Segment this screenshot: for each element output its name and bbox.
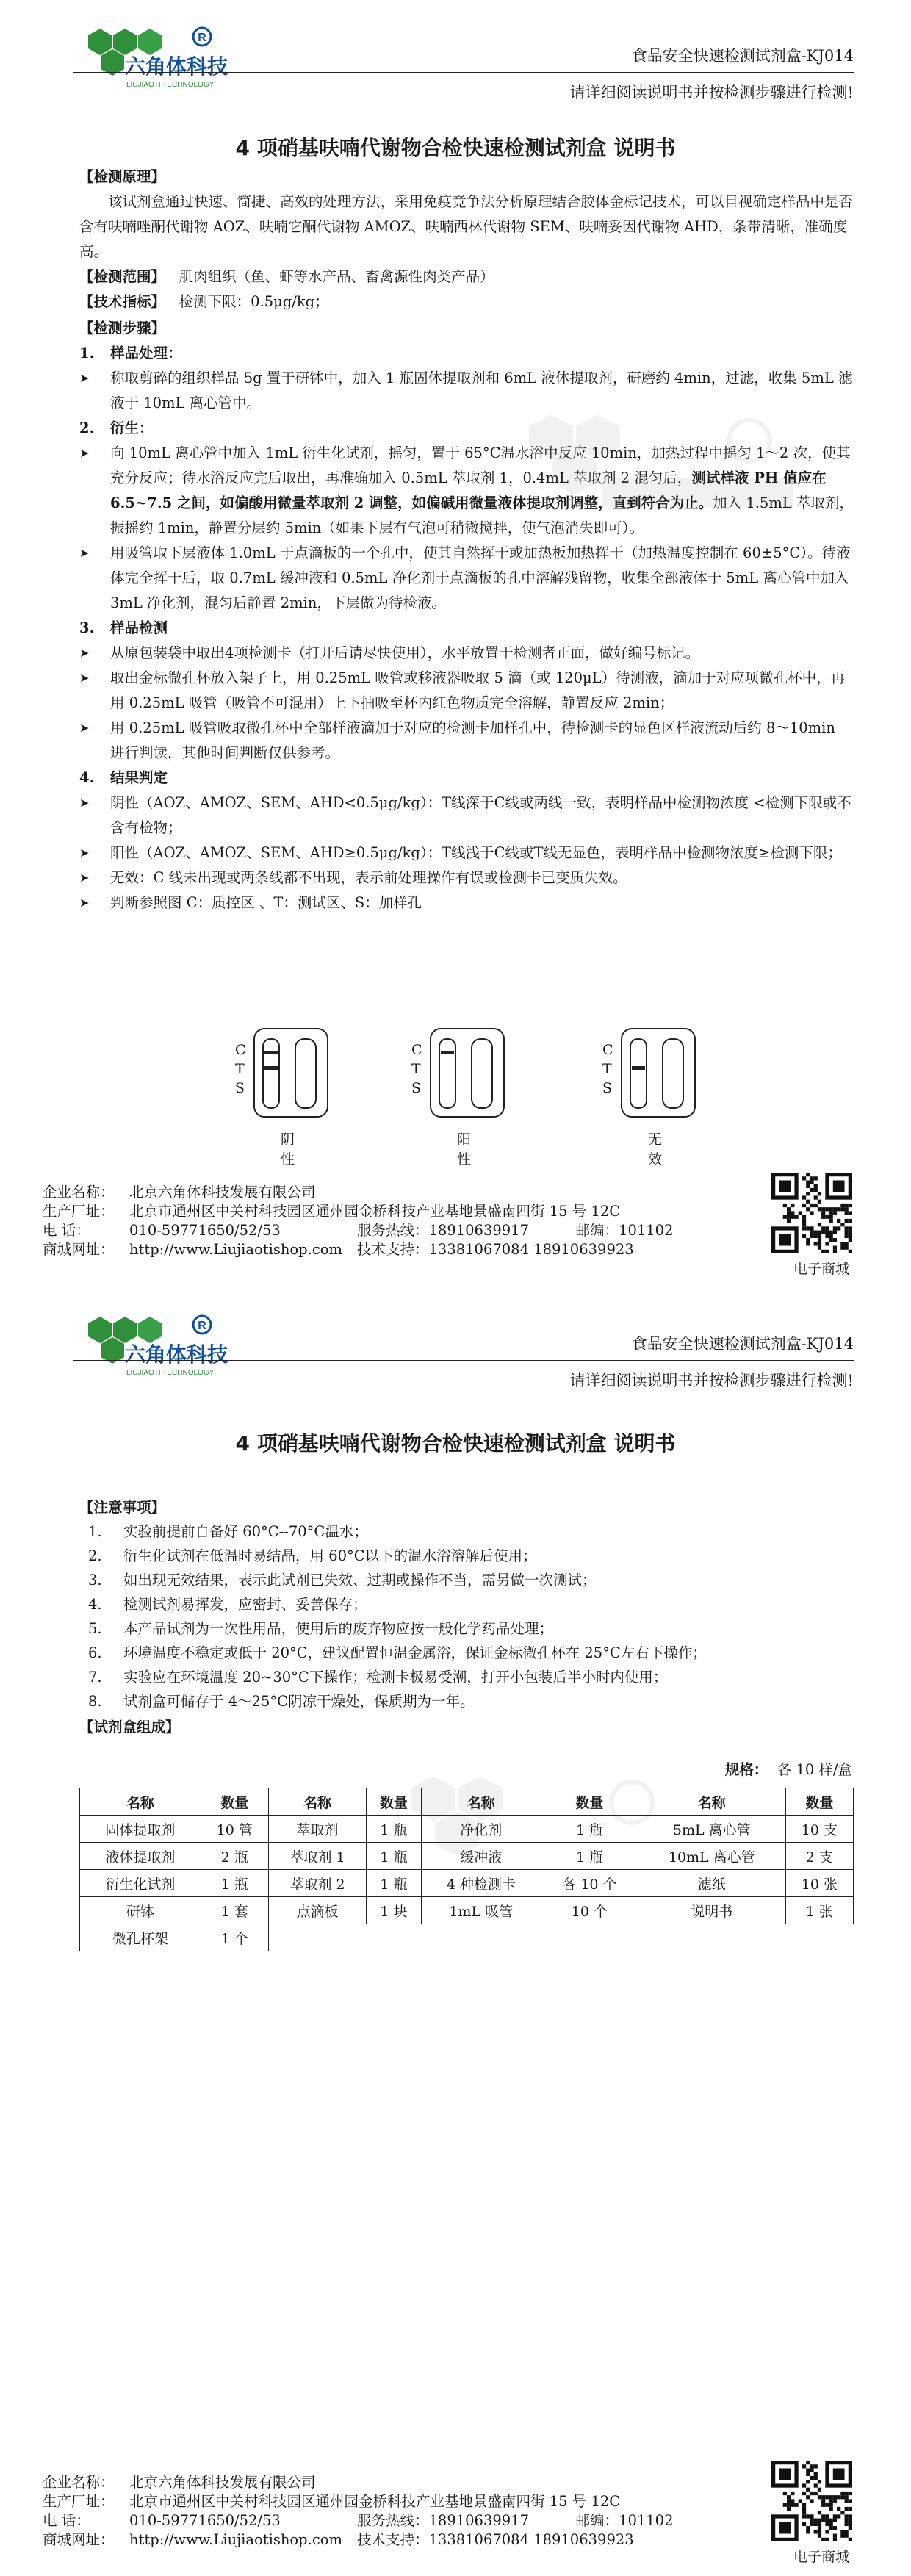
table-row: 固体提取剂 10 管 萃取剂 1 瓶 净化剂 1 瓶 5mL 离心管 10 支 — [80, 1816, 854, 1843]
postal-code: 101102 — [619, 1222, 674, 1239]
doc-code: 食品安全快速检测试剂盒-KJ014 — [631, 47, 854, 65]
doc-code: 食品安全快速检测试剂盒-KJ014 — [631, 1335, 854, 1353]
kit-composition-table — [79, 1788, 854, 1951]
arrow-bullet-icon: ➤ — [79, 871, 90, 885]
step-title: 结果判定 — [110, 769, 168, 786]
table-row: 微孔杯架 1 个 — [80, 1924, 854, 1951]
company-logo — [73, 1309, 250, 1382]
scope-line — [79, 265, 854, 289]
qr-code-icon[interactable] — [771, 1173, 852, 1253]
step-number: 3. — [79, 619, 95, 636]
list-item: ➤ 无效：C 线未出现或两条线都不出现，表示前处理操作有误或检测卡已变质失效。 — [79, 866, 854, 891]
service-hotline: 18910639917 — [428, 2512, 529, 2529]
strip-invalid-icon — [619, 1026, 699, 1121]
list-item: ➤ 用吸管取下层液体 1.0mL 于点滴板的一个孔中，使其自然挥干或加热板加热挥干（加热温度控制在 60±5°C）。待液体完全挥干后，取 0.7mL 缓冲液和 0.5mL 净化剂于点滴板的孔中溶解残留物，收集全部液体于 5mL 离心管中加入 3mL 净化剂，混匀后静置 2min，下层做为待检液。 — [79, 541, 854, 616]
invalid-label: 无效 — [648, 1132, 663, 1168]
test-zone-letter: T — [411, 1061, 421, 1077]
instruction-page-2 — [0, 1288, 911, 2576]
arrow-bullet-icon: ➤ — [79, 446, 90, 460]
list-item: ➤ 向 10mL 离心管中加入 1mL 衍生化试剂，摇匀，置于 65°C温水浴中反应 10min，加热过程中摇匀 1～2 次，使其充分反应；待水浴反应完后取出，再准确加入 0.5mL 萃取剂 1，0.4mL 萃取剂 2 混匀后，测试样液 PH 值应在 6.5~7.5 之间，如偏酸用微量萃取剂 2 调整，如偏碱用微量液体提取剂调整，直到符合为止。加入 1.5mL 萃取剂，振摇约 1min，静置分层约 5min（如果下层有气泡可稍微搅拌，使气泡消失即可）。 — [79, 441, 854, 541]
list-item: ➤ 从原包装袋中取出4项检测卡（打开后请尽快使用），水平放置于检测者正面，做好编号标记。 — [79, 641, 854, 666]
step-1-heading — [79, 341, 854, 366]
svg-text:LIUJIAOTI TECHNOLOGY: LIUJIAOTI TECHNOLOGY — [126, 81, 215, 89]
phone-number: 010-59771650/52/53 — [129, 1222, 281, 1239]
postal-code: 101102 — [619, 2512, 674, 2529]
svg-text:LIUJIAOTI TECHNOLOGY: LIUJIAOTI TECHNOLOGY — [126, 1369, 215, 1377]
table-row: 液体提取剂 2 瓶 萃取剂 1 1 瓶 缓冲液 1 瓶 10mL 离心管 2 支 — [80, 1843, 854, 1870]
shop-url[interactable]: http://www.Liujiaotishop.com — [129, 2531, 342, 2548]
list-item: ➤ 用 0.25mL 吸管吸取微孔杯中全部样液滴加于对应的检测卡加样孔中，待检测卡的显色区样液流动后约 8～10min 进行判读，其他时间判断仅供参考。 — [79, 716, 854, 766]
svg-text:六角体科技: 六角体科技 — [125, 54, 228, 79]
tech-heading: 【技术指标】 — [79, 293, 166, 310]
table-row: 衍生化试剂 1 瓶 萃取剂 2 1 瓶 4 种检测卡 各 10 个 滤纸 10 张 — [80, 1870, 854, 1897]
qr-caption: 电子商城 — [793, 1261, 849, 1277]
step-4-heading — [79, 766, 854, 791]
factory-address: 北京市通州区中关村科技园区通州园金桥科技产业基地景盛南四街 15 号 12C — [129, 2493, 621, 2510]
arrow-bullet-icon: ➤ — [79, 796, 90, 810]
qr-caption: 电子商城 — [793, 2549, 849, 2565]
arrow-bullet-icon: ➤ — [79, 896, 90, 910]
sample-well-letter: S — [411, 1080, 422, 1096]
table-header-row: 名称 数量 名称 数量 名称 数量 名称 数量 — [80, 1788, 854, 1816]
header-rule — [73, 72, 854, 73]
step-2-heading — [79, 416, 854, 441]
read-notice: 请详细阅读说明书并按检测步骤进行检测! — [569, 84, 854, 101]
list-item: ➤ 阴性（AOZ、AMOZ、SEM、AHD<0.5μg/kg）：T线深于C线或两线一致，表明样品中检测物浓度 <检测下限或不含有检物； — [79, 791, 854, 841]
table-row: 研钵 1 套 点滴板 1 块 1mL 吸管 10 个 说明书 1 张 — [80, 1897, 854, 1924]
company-name: 北京六角体科技发展有限公司 — [129, 2474, 316, 2491]
test-zone-letter: T — [602, 1061, 612, 1077]
arrow-bullet-icon: ➤ — [79, 646, 90, 660]
test-zone-letter: T — [235, 1061, 245, 1077]
control-zone-letter: C — [411, 1042, 422, 1058]
step-number: 1. — [79, 345, 95, 361]
svg-text:R: R — [198, 1320, 206, 1332]
arrow-bullet-icon: ➤ — [79, 721, 90, 735]
list-item: 8. 试剂盒可储存于 4～25°C阴凉干燥处，保质期为一年。 — [88, 1693, 475, 1710]
control-zone-letter: C — [602, 1042, 613, 1058]
strip-positive-icon — [428, 1026, 508, 1121]
ph-requirement-text: 测试样液 PH 值应在 6.5~7.5 之间，如偏酸用微量萃取剂 2 调整，如偏碱用微量液体提取剂调整，直到符合为止。 — [110, 469, 827, 511]
list-item: 5. 本产品试剂为一次性用品，使用后的废弃物应按一般化学药品处理； — [88, 1620, 554, 1637]
list-item: ➤ 称取剪碎的组织样品 5g 置于研钵中，加入 1 瓶固体提取剂和 6mL 液体提取剂，研磨约 4min，过滤，收集 5mL 滤液于 10mL 离心管中。 — [79, 366, 854, 416]
company-logo — [73, 21, 250, 94]
composition-heading: 【试剂盒组成】 — [79, 1719, 180, 1735]
service-hotline: 18910639917 — [428, 1222, 529, 1239]
list-item: 4. 检测试剂易挥发，应密封、妥善保存； — [88, 1596, 367, 1613]
svg-text:R: R — [198, 32, 206, 44]
sample-well-letter: S — [235, 1080, 245, 1096]
instruction-body — [79, 163, 854, 915]
step-title: 衍生： — [110, 420, 154, 436]
negative-label: 阴性 — [281, 1132, 295, 1168]
control-zone-letter: C — [235, 1042, 246, 1058]
arrow-bullet-icon: ➤ — [79, 371, 90, 385]
page-footer: 企业名称： 北京六角体科技发展有限公司 生产厂址： 北京市通州区中关村科技园区通州园金桥科技产业基地景盛南四街 15 号 12C 电 话： 010-59771650/52/53 服务热线： 18910639917 邮编： 101102 商城网址： http://www.Liujiaotishop.com 技术支持： 13381067084 18910639923 — [43, 1184, 674, 1258]
svg-text:六角体科技: 六角体科技 — [125, 1342, 228, 1367]
page-title: 4 项硝基呋喃代谢物合检快速检测试剂盒 说明书 — [235, 1431, 676, 1456]
company-name: 北京六角体科技发展有限公司 — [129, 1184, 316, 1201]
page-footer: 企业名称： 北京六角体科技发展有限公司 生产厂址： 北京市通州区中关村科技园区通州园金桥科技产业基地景盛南四街 15 号 12C 电 话： 010-59771650/52/53 服务热线： 18910639917 邮编： 101102 商城网址： http://www.Liujiaotishop.com 技术支持： 13381067084 18910639923 — [43, 2474, 674, 2548]
list-item: 1. 实验前提前自备好 60°C--70°C温水； — [88, 1523, 368, 1540]
list-item: 7. 实验应在环境温度 20~30°C下操作；检测卡极易受潮，打开小包装后半小时内使用； — [88, 1669, 668, 1685]
tech-support-phone: 13381067084 18910639923 — [428, 2531, 634, 2548]
factory-address: 北京市通州区中关村科技园区通州园金桥科技产业基地景盛南四街 15 号 12C — [129, 1203, 621, 1220]
list-item: ➤ 取出金标微孔杯放入架子上，用 0.25mL 吸管或移液器吸取 5 滴（或 120μL）待测液，滴加于对应项微孔杯中，再用 0.25mL 吸管（吸管不可混用）上下抽吸至杯内红色物质完全溶解，静置反应 2min； — [79, 666, 854, 716]
principle-heading: 【检测原理】 — [79, 168, 166, 185]
scope-heading: 【检测范围】 — [79, 268, 166, 285]
scope-text: 肌肉组织（鱼、虾等水产品、畜禽源性肉类产品） — [179, 268, 494, 285]
step-number: 4. — [79, 769, 95, 786]
list-item: 3. 如出现无效结果，表示此试剂已失效、过期或操作不当，需另做一次测试； — [88, 1572, 597, 1589]
tech-text: 检测下限：0.5μg/kg； — [179, 293, 329, 310]
spec-value: 各 10 样/盒 — [777, 1761, 852, 1778]
sample-well-letter: S — [602, 1080, 613, 1096]
list-item: 2. 衍生化试剂在低温时易结晶，用 60°C以下的温水浴溶解后使用； — [88, 1547, 537, 1564]
steps-heading: 【检测步骤】 — [79, 320, 166, 337]
step-title: 样品检测 — [110, 619, 168, 636]
precautions-heading: 【注意事项】 — [79, 1499, 166, 1516]
arrow-bullet-icon: ➤ — [79, 846, 90, 860]
strip-negative-icon — [251, 1026, 332, 1121]
positive-label: 阳性 — [457, 1132, 472, 1168]
page-title: 4 项硝基呋喃代谢物合检快速检测试剂盒 说明书 — [235, 136, 676, 160]
tech-line — [79, 289, 854, 314]
read-notice: 请详细阅读说明书并按检测步骤进行检测! — [569, 1372, 854, 1389]
step-3-heading — [79, 616, 854, 641]
precautions-section — [79, 1494, 854, 1739]
qr-code-icon[interactable] — [771, 2461, 852, 2541]
list-item: 6. 环境温度不稳定或低于 20°C，建议配置恒温金属浴，保证金标微孔杯在 25°C左右下操作； — [88, 1644, 707, 1661]
phone-number: 010-59771650/52/53 — [129, 2512, 281, 2529]
arrow-bullet-icon: ➤ — [79, 546, 90, 560]
list-item: ➤ 阳性（AOZ、AMOZ、SEM、AHD≥0.5μg/kg）：T线浅于C线或T线无显色，表明样品中检测物浓度≥检测下限； — [79, 841, 854, 866]
list-item: ➤ 判断参照图 C：质控区 、T：测试区、S：加样孔 — [79, 891, 854, 915]
result-reference-diagram — [0, 1040, 911, 1173]
spec-line: 规格： 各 10 样/盒 — [724, 1761, 852, 1778]
header-rule — [73, 1360, 854, 1361]
shop-url[interactable]: http://www.Liujiaotishop.com — [129, 1241, 342, 1258]
principle-text: 该试剂盒通过快速、简捷、高效的处理方法，采用免疫竞争法分析原理结合胶体金标记技术，可以目视确定样品中是否含有呋喃唑酮代谢物 AOZ、呋喃它酮代谢物 AMOZ、呋喃西林代谢物 SEM、呋喃妥因代谢物 AHD，条带清晰，准确度高。 — [79, 193, 854, 260]
arrow-bullet-icon: ➤ — [79, 671, 90, 685]
step-number: 2. — [79, 420, 95, 436]
step-title: 样品处理： — [110, 345, 182, 361]
tech-support-phone: 13381067084 18910639923 — [428, 1241, 634, 1258]
